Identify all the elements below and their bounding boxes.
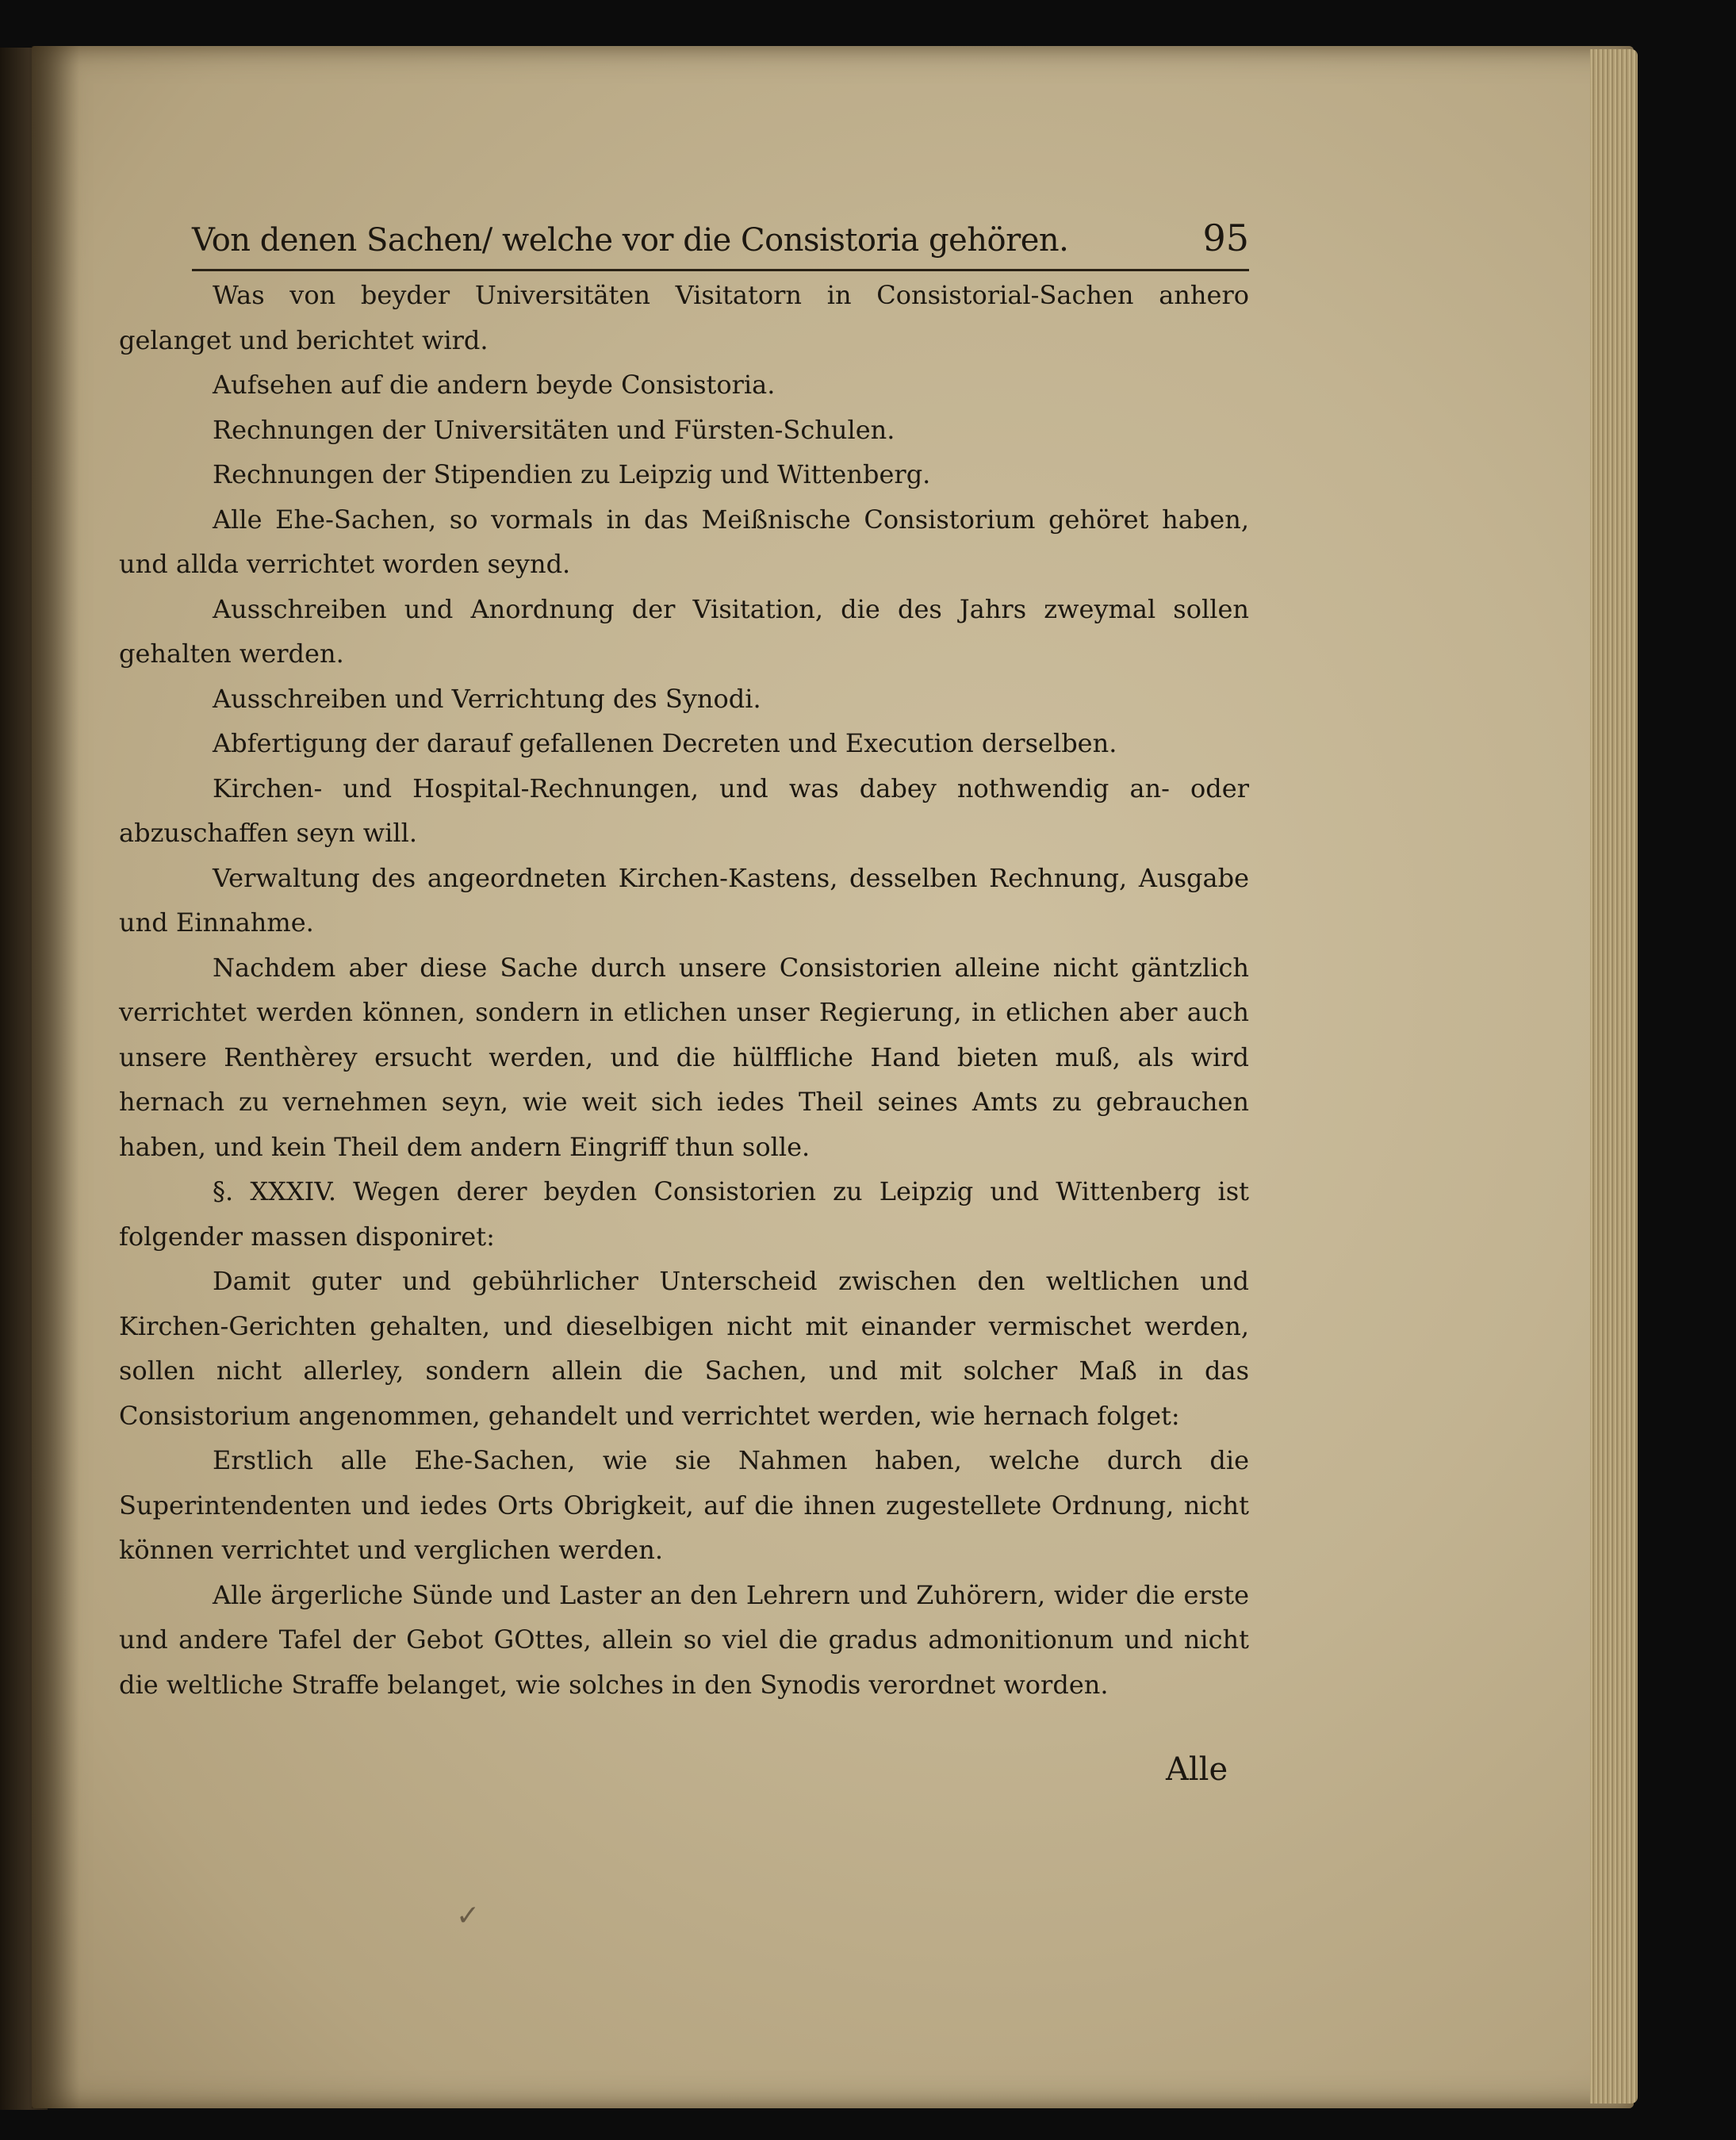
paragraph: Was von beyder Universitäten Visitatorn in Consistorial-Sachen anhero gelanget und berichtet wird.	[119, 280, 1249, 355]
paragraph: Rechnungen der Universitäten und Fürsten-Schulen.	[213, 414, 895, 445]
paragraph: Ausschreiben und Verrichtung des Synodi.	[213, 683, 761, 714]
paragraph: Verwaltung des angeordneten Kirchen-Kastens, desselben Rechnung, Ausgabe und Einnahme.	[119, 862, 1249, 938]
paragraph: Rechnungen der Stipendien zu Leipzig und Wittenberg.	[213, 459, 931, 489]
paragraph: Ausschreiben und Anordnung der Visitation, die des Jahrs zweymal sollen gehalten werden.	[119, 593, 1249, 669]
paragraph: Nachdem aber diese Sache durch unsere Consistorien alleine nicht gäntzlich verrichtet werden können, sondern in etlichen unser Regierung, in etlichen aber auch unsere Renthèrey ersucht werden, und die hülffliche Hand bieten muß, als wird hernach zu vernehmen seyn, wie weit sich iedes Theil seines Amts zu gebrauchen haben, und kein Theil dem andern Eingriff thun solle.	[119, 952, 1249, 1162]
page-number: 95	[1202, 217, 1249, 259]
running-head-title: Von denen Sachen/ welche vor die Consistoria gehören.	[192, 222, 1069, 259]
paragraph: Abfertigung der darauf gefallenen Decreten und Execution derselben.	[213, 728, 1117, 758]
page-text-block	[119, 214, 1249, 1707]
catchword: Alle	[1166, 1751, 1228, 1788]
ink-mark: ✓	[456, 1900, 481, 1932]
paragraph: Damit guter und gebührlicher Unterscheid zwischen den weltlichen und Kirchen-Gerichten gehalten, und dieselbigen nicht mit einander vermischet werden, sollen nicht allerley, sondern allein die Sachen, und mit solcher Maß in das Consistorium angenommen, gehandelt und verrichtet werden, wie hernach folget:	[119, 1266, 1249, 1431]
paragraph: Alle ärgerliche Sünde und Laster an den Lehrern und Zuhörern, wider die erste und andere Tafel der Gebot GOttes, allein so viel die gradus admonitionum und nicht die weltliche Straffe belanget, wie solches in den Synodis verordnet worden.	[119, 1579, 1249, 1700]
paragraph: Erstlich alle Ehe-Sachen, wie sie Nahmen haben, welche durch die Superintendenten und iedes Orts Obrigkeit, auf die ihnen zugestellete Ordnung, nicht können verrichtet und verglichen werden.	[119, 1445, 1249, 1565]
page-gutter-shadow	[32, 46, 79, 2108]
paragraph: Kirchen- und Hospital-Rechnungen, und was dabey nothwendig an- oder abzuschaffen seyn will.	[119, 773, 1249, 848]
paragraph: Alle Ehe-Sachen, so vormals in das Meißnische Consistorium gehöret haben, und allda verrichtet worden seynd.	[119, 504, 1249, 579]
page-stack-edge	[1590, 49, 1638, 2104]
paragraph: Aufsehen auf die andern beyde Consistoria.	[213, 370, 776, 400]
section-paragraph: §. XXXIV. Wegen derer beyden Consistorien zu Leipzig und Wittenberg ist folgender massen disponiret:	[119, 1176, 1249, 1252]
running-head	[192, 214, 1249, 271]
